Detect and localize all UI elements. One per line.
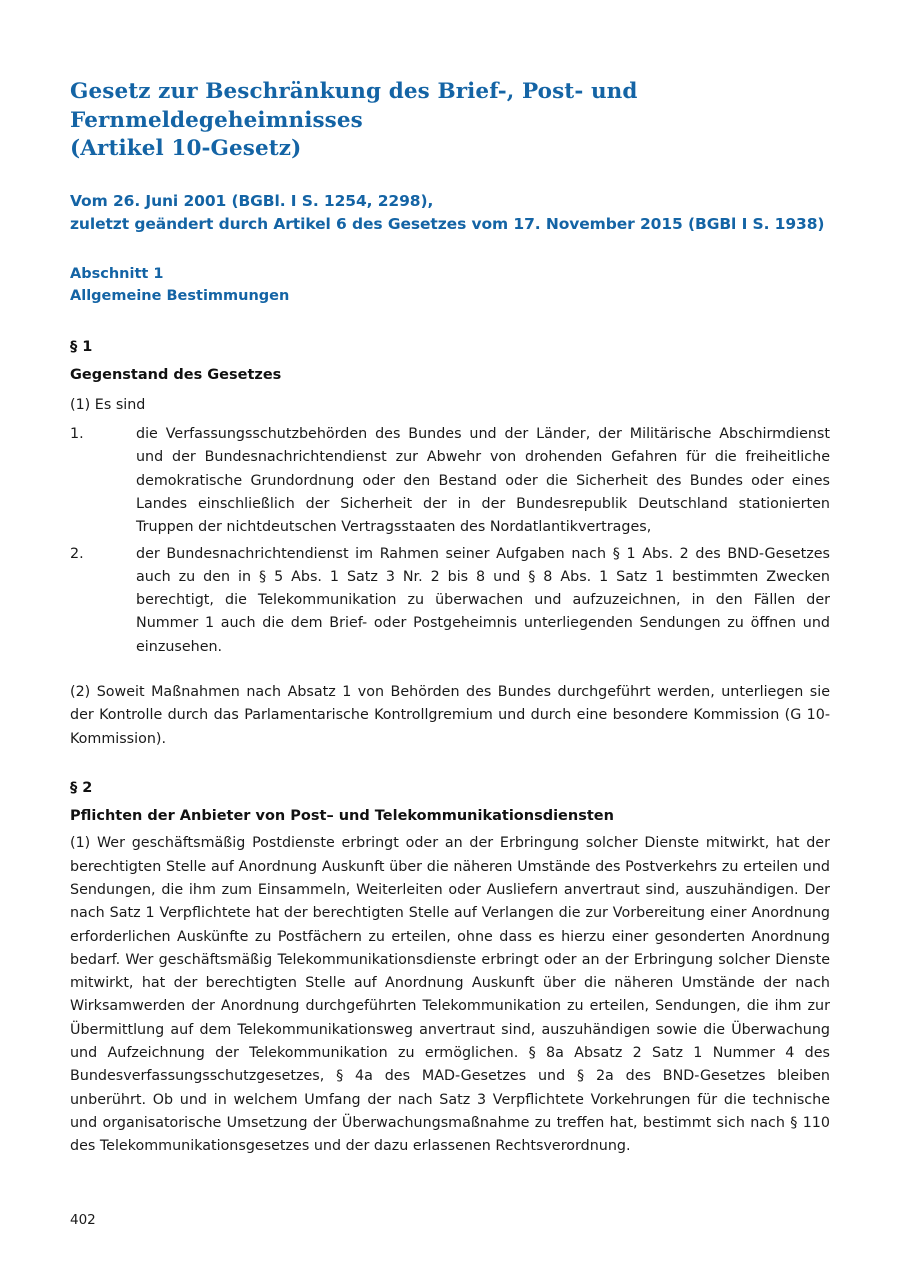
- page-title-line-2: (Artikel 10-Gesetz): [70, 136, 302, 162]
- page-number: 402: [70, 1212, 96, 1228]
- page-title: [70, 78, 830, 164]
- section-label: Abschnitt 1: [70, 266, 164, 283]
- list-item-text: der Bundesnachrichtendienst im Rahmen seiner Aufgaben nach § 1 Abs. 2 des BND-Gesetzes auch zu den in § 5 Abs. 1 Satz 3 Nr. 2 bis 8 und § 8 Abs. 1 Satz 1 bestimmten Zwecken berechtigt, die Telekommunikation zu überwachen und aufzuzeichnen, in den Fällen der Nummer 1 auch die dem Brief- oder Postgeheimnis unterliegenden Sendungen zu öffnen und einzusehen.: [136, 545, 830, 655]
- paragraph-1-list: [70, 423, 830, 659]
- paragraph-2-number: § 2: [70, 779, 93, 796]
- paragraph-1-heading: Gegenstand des Gesetzes: [70, 367, 282, 383]
- paragraph-1-number: § 1: [70, 339, 93, 356]
- page-title-line-1: Gesetz zur Beschränkung des Brief-, Post- und Fernmeldegeheimnisses: [70, 79, 638, 133]
- paragraph-1-intro: (1) Es sind: [70, 396, 146, 413]
- paragraph-2-heading: Pflichten der Anbieter von Post– und Telekommunikationsdiensten: [70, 807, 614, 824]
- subtitle-line-1: Vom 26. Juni 2001 (BGBl. I S. 1254, 2298),: [70, 191, 434, 210]
- document-subtitle: [70, 190, 830, 236]
- list-item-marker: 2.: [70, 545, 84, 562]
- subtitle-line-2: zuletzt geändert durch Artikel 6 des Gesetzes vom 17. November 2015 (BGBl I S. 1938): [70, 214, 825, 233]
- paragraph-1-absatz-2: (2) Soweit Maßnahmen nach Absatz 1 von Behörden des Bundes durchgeführt werden, unterliegen sie der Kontrolle durch das Parlamentarische Kontrollgremium und durch eine besondere Kommission (G 10-Kommission).: [70, 684, 830, 747]
- list-item-text: die Verfassungsschutzbehörden des Bundes und der Länder, der Militärische Abschirmdienst und der Bundesnachrichtendienst zur Abwehr von drohenden Gefahren für die freiheitliche demokratische Grundordnung oder den Bestand oder die Sicherheit des Bundes oder eines Landes einschließlich der Sicherheit der in der Bundesrepublik Deutschland stationierten Truppen der nichtdeutschen Vertragsstaaten des Nordatlantikvertrages,: [136, 426, 830, 536]
- section-title: Allgemeine Bestimmungen: [70, 287, 290, 304]
- section-header: [70, 264, 830, 307]
- paragraph-2-absatz-1: (1) Wer geschäftsmäßig Postdienste erbringt oder an der Erbringung solcher Dienste mitwirkt, hat der berechtigten Stelle auf Anordnung Auskunft über die näheren Umstände des Postverkehrs zu erteilen und Sendungen, die ihm zum Einsammeln, Weiterleiten oder Ausliefern anvertraut sind, auszuhändigen. Der nach Satz 1 Verpflichtete hat der berechtigten Stelle auf Verlangen die zur Vorbereitung einer Anordnung erforderlichen Auskünfte zu Postfächern zu erteilen, ohne dass es hierzu einer gesonderten Anordnung bedarf. Wer geschäftsmäßig Telekommunikationsdienste erbringt oder an der Erbringung solcher Dienste mitwirkt, hat der berechtigten Stelle auf Anordnung Auskunft über die näheren Umstände der nach Wirksamwerden der Anordnung durchgeführten Telekommunikation zu erteilen, Sendungen, die ihm zur Übermittlung auf dem Telekommunikationsweg anvertraut sind, auszuhändigen sowie die Überwachung und Aufzeichnung der Telekommunikation zu ermöglichen. § 8a Absatz 2 Satz 1 Nummer 4 des Bundesverfassungsschutzgesetzes, § 4a des MAD-Gesetzes und § 2a des BND-Gesetzes bleiben unberührt. Ob und in welchem Umfang der nach Satz 3 Verpflichtete Vorkehrungen für die technische und organisatorische Umsetzung der Überwachungsmaßnahme zu treffen hat, bestimmt sich nach § 110 des Telekommunikationsgesetzes und der dazu erlassenen Rechtsverordnung.: [70, 835, 830, 1155]
- list-item: [70, 423, 830, 539]
- list-item-marker: 1.: [70, 426, 84, 443]
- list-item: [70, 543, 830, 659]
